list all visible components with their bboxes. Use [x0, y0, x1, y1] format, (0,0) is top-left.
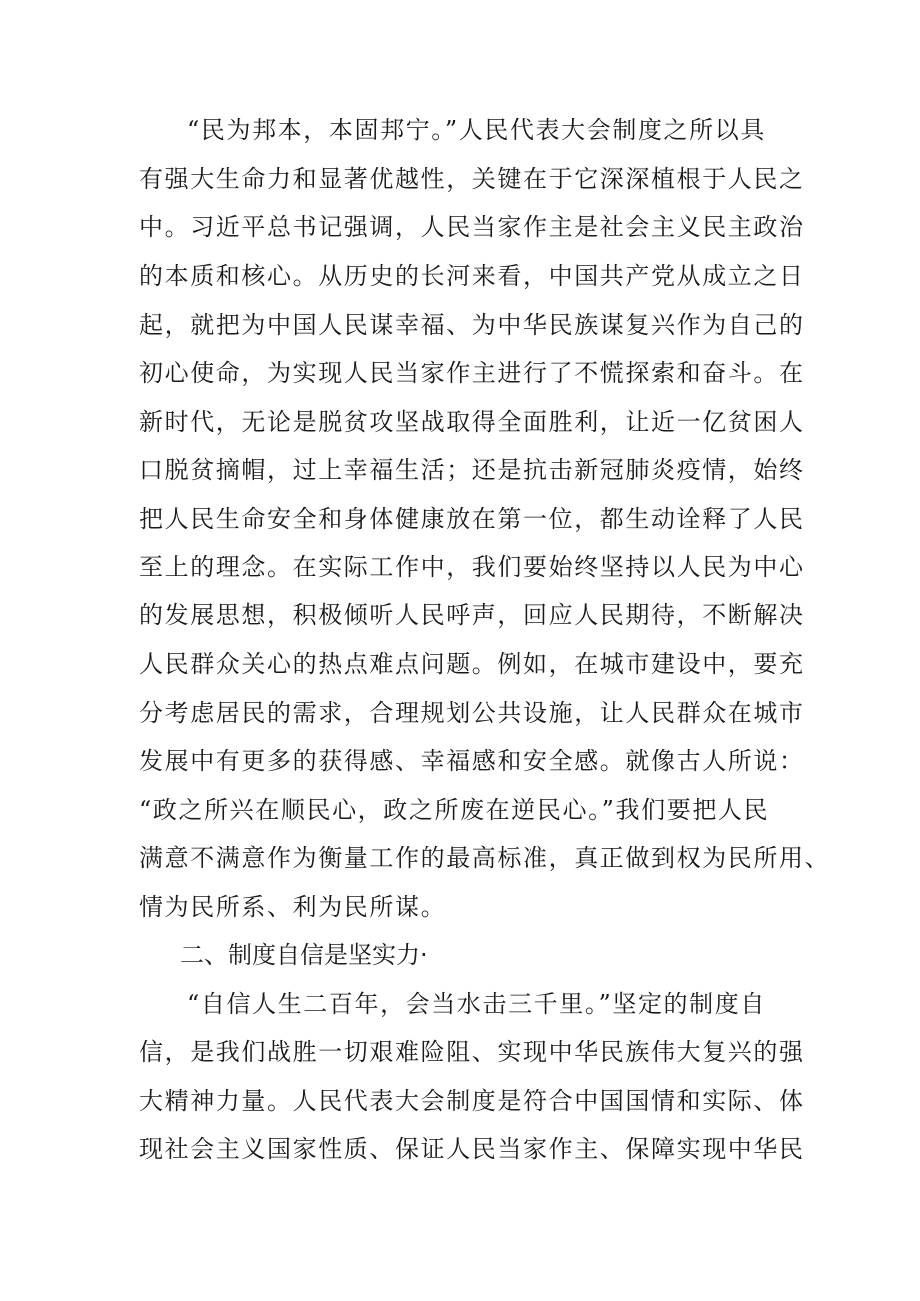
paragraph-1-line-12: 人民群众关心的热点难点问题。例如，在城市建设中，要充 [139, 650, 805, 678]
paragraph-1-line-2: 有强大生命力和显著优越性，关键在于它深深植根于人民之 [139, 165, 805, 193]
paragraph-1-line-3: 中。习近平总书记强调，人民当家作主是社会主义民主政治 [139, 213, 805, 241]
paragraph-2-line-4: 现社会主义国家性质、保证人民当家作主、保障实现中华民 [139, 1135, 805, 1163]
paragraph-2-line-1: “自信人生二百年，会当水击三千里。”坚定的制度自 [187, 990, 766, 1018]
paragraph-1-line-10: 至上的理念。在实际工作中，我们要始终坚持以人民为中心 [139, 553, 805, 581]
paragraph-1-line-9: 把人民生命安全和身体健康放在第一位，都生动诠释了人民 [139, 505, 805, 533]
paragraph-1-line-17: 情为民所系、利为民所谋。 [139, 893, 447, 921]
paragraph-1-line-15: “政之所兴在顺民心，政之所废在逆民心。”我们要把人民 [139, 796, 770, 824]
paragraph-1-line-7: 新时代，无论是脱贫攻坚战取得全面胜利，让近一亿贫困人 [139, 408, 805, 436]
paragraph-1-line-16: 满意不满意作为衡量工作的最高标准，真正做到权为民所用、 [139, 844, 831, 872]
paragraph-1-line-8: 口脱贫摘帽，过上幸福生活；还是抗击新冠肺炎疫情，始终 [139, 456, 805, 484]
paragraph-2-line-2: 信，是我们战胜一切艰难险阻、实现中华民族伟大复兴的强 [139, 1038, 805, 1066]
paragraph-1-line-11: 的发展思想，积极倾听人民呼声，回应人民期待，不断解决 [139, 601, 805, 629]
paragraph-1-line-14: 发展中有更多的获得感、幸福感和安全感。就像古人所说： [139, 747, 805, 775]
section-heading: 二、制度自信是坚实力· [180, 941, 428, 969]
paragraph-1-line-5: 起，就把为中国人民谋幸福、为中华民族谋复兴作为自己的 [139, 311, 805, 339]
paragraph-1-line-13: 分考虑居民的需求，合理规划公共设施，让人民群众在城市 [139, 699, 805, 727]
paragraph-1-line-1: “民为邦本，本固邦宁。”人民代表大会制度之所以具 [187, 116, 766, 144]
paragraph-1-line-4: 的本质和核心。从历史的长河来看，中国共产党从成立之日 [139, 262, 805, 290]
paragraph-2-line-3: 大精神力量。人民代表大会制度是符合中国国情和实际、体 [139, 1087, 805, 1115]
paragraph-1-line-6: 初心使命，为实现人民当家作主进行了不慌探索和奋斗。在 [139, 359, 805, 387]
